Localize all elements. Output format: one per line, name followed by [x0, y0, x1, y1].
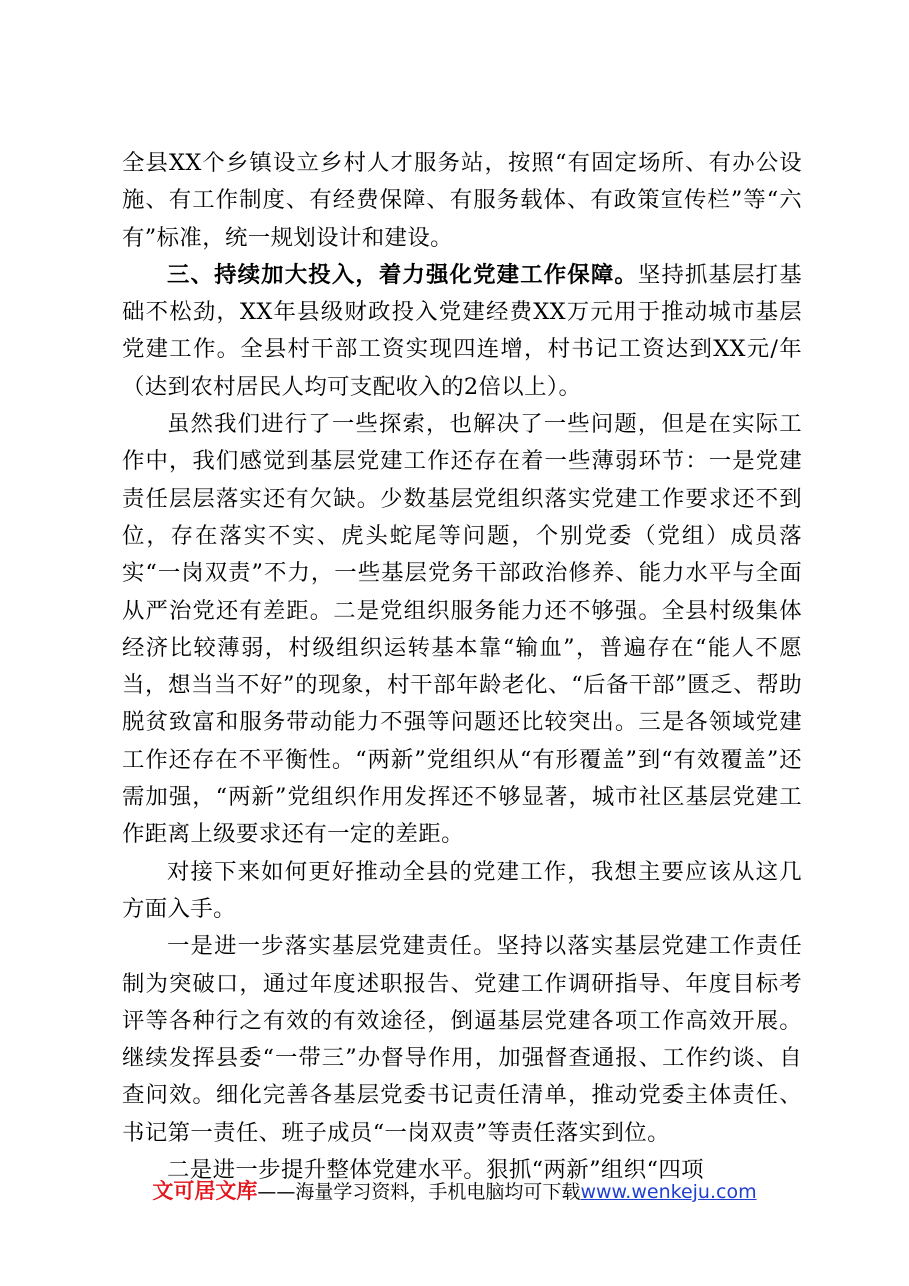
paragraph-text: 全县XX个乡镇设立乡村人才服务站，按照“有固定场所、有办公设施、有工作制度、有经费保障、有服务载体、有政策宣传栏”等“六有”标准，统一规划设计和建设。: [122, 150, 802, 251]
paragraph-text: 对接下来如何更好推动全县的党建工作，我想主要应该从这几方面入手。: [122, 858, 802, 922]
footer-slogan: ——海量学习资料，手机电脑均可下载: [257, 1181, 581, 1203]
paragraph-5: [122, 928, 802, 1152]
document-body: [122, 145, 802, 1189]
paragraph-3: [122, 406, 802, 854]
paragraph-4: [122, 854, 802, 929]
paragraph-1: [122, 145, 802, 257]
paragraph-text: 二是进一步提升整体党建水平。狠抓“两新”组织“四项: [167, 1157, 704, 1184]
paragraph-text: 一是进一步落实基层党建责任。坚持以落实基层党建工作责任制为突破口，通过年度述职报告、党建工作调研指导、年度目标考评等各种行之有效的有效途径，倒逼基层党建各项工作高效开展。继续发挥县委“一带三”办督导作用，加强督查通报、工作约谈、自查问效。细化完善各基层党委书记责任清单，推动党委主体责任、书记第一责任、班子成员“一岗双责”等责任落实到位。: [122, 933, 802, 1146]
section-heading: 三、持续加大投入，着力强化党建工作保障。: [167, 261, 638, 288]
footer-brand: 文可居文库: [152, 1179, 258, 1203]
footer-site-link[interactable]: www.wenkeju.com: [580, 1181, 757, 1203]
paragraph-text: 坚持抓基层打基础不松劲，XX年县级财政投入党建经费XX万元用于推动城市基层党建工作。全县村干部工资实现四连增，村书记工资达到XX元/年（达到农村居民人均可支配收入的2倍以上）。: [122, 261, 802, 400]
paragraph-text: 虽然我们进行了一些探索，也解决了一些问题，但是在实际工作中，我们感觉到基层党建工作还存在着一些薄弱环节：一是党建责任层层落实还有欠缺。少数基层党组织落实党建工作要求还不到位，存在落实不实、虎头蛇尾等问题，个别党委（党组）成员落实“一岗双责”不力，一些基层党务干部政治修养、能力水平与全面从严治党还有差距。二是党组织服务能力还不够强。全县村级集体经济比较薄弱，村级组织运转基本靠“输血”，普遍存在“能人不愿当，想当当不好”的现象，村干部年龄老化、“后备干部”匮乏、帮助脱贫致富和服务带动能力不强等问题还比较突出。三是各领域党建工作还存在不平衡性。“两新”党组织从“有形覆盖”到“有效覆盖”还需加强，“两新”党组织作用发挥还不够显著，城市社区基层党建工作距离上级要求还有一定的差距。: [122, 411, 802, 848]
footer-banner: [0, 1178, 909, 1205]
paragraph-2: [122, 257, 802, 406]
